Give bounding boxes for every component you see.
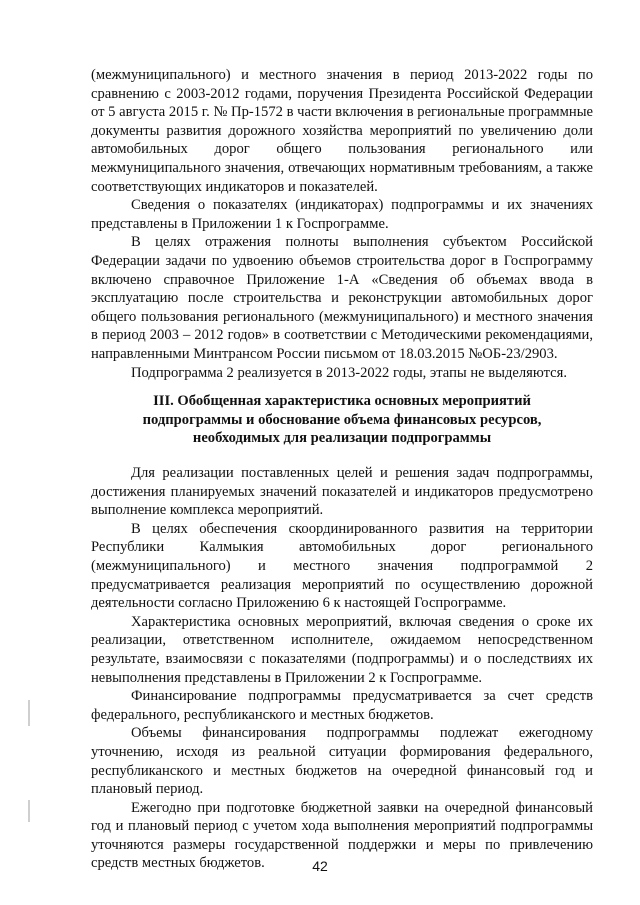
- section-heading: [91, 392, 593, 448]
- paragraph: Характеристика основных мероприятий, включая сведения о сроке их реализации, ответственном исполнителе, ожидаемом непосредственном результате, взаимосвязи с показателями (подпрограммы) и о последствиях их невыполнения представлены в Приложении 2 к Госпрограмме.: [91, 613, 593, 686]
- text-block-top: [91, 66, 593, 382]
- paragraph: Подпрограмма 2 реализуется в 2013-2022 годы, этапы не выделяются.: [131, 364, 567, 381]
- text-block-bottom: [91, 464, 593, 873]
- heading-line: необходимых для реализации подпрограммы: [192, 430, 492, 447]
- paragraph: (межмуниципального) и местного значения в период 2013-2022 годы по сравнению с 2003-2012 годами, поручения Президента Российской Федерации от 5 августа 2015 г. № Пр-1572 в части включения в региональные программные документы развития дорожного хозяйства мероприятий по увеличению доли автомобильных дорог общего пользования регионального или межмуниципального значения, отвечающих нормативным требованиям, а также соответствующих индикаторов и показателей.: [91, 67, 593, 195]
- paragraph: Для реализации поставленных целей и решения задач подпрограммы, достижения планируемых значений показателей и индикаторов предусмотрено выполнение комплекса мероприятий.: [91, 465, 593, 519]
- scan-margin-mark: [28, 700, 30, 726]
- heading-line: подпрограммы и обоснование объема финансовых ресурсов,: [142, 411, 542, 428]
- paragraph: В целях отражения полноты выполнения субъектом Российской Федерации задачи по удвоению объемов строительства дорог в Госпрограмму включено справочное Приложение 1-А «Сведения об объемах ввода в эксплуатацию после строительства и реконструкции автомобильных дорог общего пользования регионального (межмуниципального) и местного значения в период 2003 – 2012 годов» в соответствии с Методическими рекомендациями, направленными Минтрансом России письмом от 18.03.2015 №ОБ-23/2903.: [91, 234, 593, 362]
- paragraph: Ежегодно при подготовке бюджетной заявки на очередной финансовый год и плановый период с учетом хода выполнения мероприятий подпрограммы уточняются размеры государственной поддержки и меры по привлечению средств местных бюджетов.: [91, 799, 593, 872]
- scan-margin-mark: [28, 800, 30, 822]
- page-number: 42: [312, 858, 328, 874]
- paragraph: Объемы финансирования подпрограммы подлежат ежегодному уточнению, исходя из реальной ситуации формирования федерального, республиканского и местных бюджетов на очередной финансовый год и плановый период.: [91, 725, 593, 798]
- heading-line: III. Обобщенная характеристика основных мероприятий: [153, 393, 531, 409]
- paragraph: В целях обеспечения скоординированного развития на территории Республики Калмыкия автомобильных дорог регионального (межмуниципального) и местного значения подпрограммой 2 предусматривается реализация мероприятий по осуществлению дорожной деятельности согласно Приложению 6 к настоящей Госпрограмме.: [91, 520, 593, 612]
- paragraph: Сведения о показателях (индикаторах) подпрограммы и их значениях представлены в Приложении 1 к Госпрограмме.: [91, 197, 593, 232]
- paragraph: Финансирование подпрограммы предусматривается за счет средств федерального, республиканского и местных бюджетов.: [91, 688, 593, 723]
